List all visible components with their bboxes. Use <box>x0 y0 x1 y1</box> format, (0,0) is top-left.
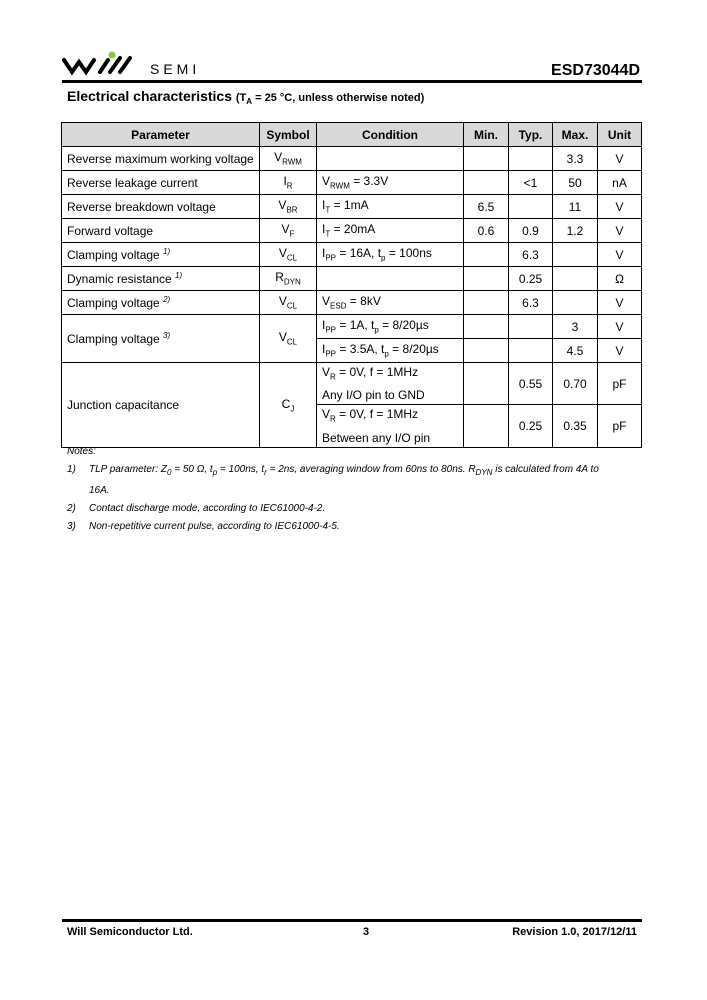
brand-text: SEMI <box>150 61 201 77</box>
symbol-sub: RWM <box>282 157 302 167</box>
table-row <box>62 147 642 171</box>
condition-prefix: (T <box>235 92 247 104</box>
note-number: 2) <box>67 503 76 514</box>
param-text: Clamping voltage <box>67 296 160 310</box>
section-title <box>67 88 424 106</box>
condition-cell <box>317 219 464 243</box>
min-cell <box>464 315 509 339</box>
company-logo <box>62 50 222 80</box>
symbol-cell <box>260 195 317 219</box>
typ-cell: 6.3 <box>509 243 553 267</box>
param-cell <box>62 291 260 315</box>
symbol-text: V <box>278 294 287 309</box>
footer-rule <box>62 919 642 922</box>
param-text: Clamping voltage <box>67 248 160 262</box>
symbol-text: V <box>274 150 283 165</box>
param-text: Clamping voltage <box>67 332 160 346</box>
param-cell <box>62 315 260 363</box>
max-cell: 4.5 <box>553 339 598 363</box>
symbol-sub: J <box>290 404 295 414</box>
symbol-sub: CL <box>286 253 298 263</box>
condition-sub: PP <box>325 253 337 263</box>
min-cell <box>464 243 509 267</box>
table-row <box>62 315 642 339</box>
param-cell <box>62 267 260 291</box>
note-2 <box>67 500 647 518</box>
min-cell <box>464 291 509 315</box>
note-part: TLP parameter: Z <box>89 464 167 475</box>
table-row <box>62 267 642 291</box>
min-cell: 0.6 <box>464 219 509 243</box>
min-cell <box>464 363 509 405</box>
condition-rest: = 0V, f = 1MHz <box>335 365 419 379</box>
condition-text: I <box>322 222 326 237</box>
typ-cell <box>509 315 553 339</box>
max-cell: 0.70 <box>553 363 598 405</box>
min-cell <box>464 405 509 447</box>
notes-title: Notes: <box>67 446 96 457</box>
table-row <box>62 363 642 405</box>
condition-sub: PP <box>325 349 337 359</box>
note-ref: 1) <box>175 271 183 280</box>
condition-text: V <box>322 174 331 189</box>
typ-cell: 0.55 <box>509 363 553 405</box>
note-part: = 2ns, averaging window from 60ns to 80ns. R <box>266 464 476 475</box>
note-sub: p <box>212 468 218 477</box>
min-cell <box>464 267 509 291</box>
condition-sub: ESD <box>330 301 347 311</box>
note-sub: DYN <box>475 468 493 477</box>
typ-cell: 0.25 <box>509 405 553 447</box>
unit-cell: V <box>598 339 642 363</box>
col-header-max: Max. <box>553 123 598 147</box>
symbol-cell <box>260 267 317 291</box>
table-row <box>62 195 642 219</box>
max-cell: 1.2 <box>553 219 598 243</box>
condition-text: I <box>322 246 326 261</box>
note-1 <box>67 461 647 482</box>
note-ref: 1) <box>163 247 171 256</box>
condition-text: I <box>322 318 326 333</box>
condition-suffix: = 25 °C, unless otherwise noted) <box>252 92 425 104</box>
condition-sub2: p <box>381 253 386 263</box>
notes-section <box>67 443 647 536</box>
typ-cell: 6.3 <box>509 291 553 315</box>
table-row <box>62 243 642 267</box>
note-part: = 100ns, t <box>217 464 265 475</box>
footer-revision: Revision 1.0, 2017/12/11 <box>512 926 637 938</box>
unit-cell: pF <box>598 363 642 405</box>
condition-sub: R <box>330 414 336 424</box>
max-cell: 3.3 <box>553 147 598 171</box>
param-cell: Reverse maximum working voltage <box>62 147 260 171</box>
col-header-min: Min. <box>464 123 509 147</box>
condition-sub: A <box>246 97 253 107</box>
condition-rest: = 3.3V <box>349 174 389 189</box>
condition-text: V <box>322 407 331 422</box>
document-id: ESD73044D <box>551 62 640 79</box>
note-1-continued <box>67 482 647 500</box>
symbol-cell <box>260 315 317 363</box>
typ-cell: <1 <box>509 171 553 195</box>
condition-cell <box>317 405 464 447</box>
condition-rest2: = 8/20µs <box>388 342 439 357</box>
condition-cell <box>317 363 464 405</box>
unit-cell: V <box>598 147 642 171</box>
condition-rest2: = 100ns <box>385 246 432 261</box>
condition-line2: Any I/O pin to GND <box>322 388 425 403</box>
unit-cell: pF <box>598 405 642 447</box>
condition-line2: Between any I/O pin <box>322 430 431 445</box>
note-text: Non-repetitive current pulse, according to IEC61000-4-5. <box>89 521 340 532</box>
note-text <box>89 461 599 482</box>
min-cell <box>464 147 509 171</box>
note-3 <box>67 518 647 536</box>
condition-rest: = 0V, f = 1MHz <box>335 407 419 422</box>
symbol-text: V <box>278 246 287 261</box>
symbol-text: R <box>275 270 284 285</box>
symbol-sub: CL <box>286 301 298 311</box>
condition-rest: = 1mA <box>330 198 369 213</box>
symbol-sub: CL <box>286 337 298 347</box>
symbol-text: V <box>278 330 287 345</box>
condition-rest: = 1A, t <box>336 318 375 333</box>
param-cell <box>62 243 260 267</box>
symbol-text: V <box>278 198 287 213</box>
condition-rest: = 3.5A, t <box>336 342 385 357</box>
condition-cell <box>317 243 464 267</box>
max-cell <box>553 291 598 315</box>
col-header-parameter: Parameter <box>62 123 260 147</box>
symbol-sub: BR <box>286 205 298 215</box>
param-cell: Junction capacitance <box>62 363 260 448</box>
symbol-cell <box>260 147 317 171</box>
unit-cell: V <box>598 195 642 219</box>
condition-text: I <box>322 198 326 213</box>
unit-cell: V <box>598 315 642 339</box>
unit-cell: V <box>598 219 642 243</box>
col-header-condition: Condition <box>317 123 464 147</box>
symbol-sub: R <box>286 181 293 191</box>
typ-cell <box>509 147 553 171</box>
param-cell: Reverse breakdown voltage <box>62 195 260 219</box>
condition-rest: = 16A, t <box>336 246 382 261</box>
col-header-symbol: Symbol <box>260 123 317 147</box>
condition-sub2: p <box>384 349 389 359</box>
symbol-text: I <box>283 174 287 189</box>
symbol-sub: DYN <box>283 277 301 287</box>
table-header-row <box>62 123 642 147</box>
min-cell <box>464 339 509 363</box>
max-cell: 11 <box>553 195 598 219</box>
max-cell: 3 <box>553 315 598 339</box>
condition-rest2: = 8/20µs <box>378 318 429 333</box>
unit-cell: V <box>598 291 642 315</box>
condition-sub2: p <box>374 325 379 335</box>
electrical-characteristics-table <box>61 122 642 448</box>
header-rule <box>62 80 642 83</box>
table-row <box>62 171 642 195</box>
condition-cell <box>317 291 464 315</box>
condition-text: I <box>322 342 326 357</box>
note-ref: 2) <box>163 295 171 304</box>
unit-cell: nA <box>598 171 642 195</box>
condition-text: V <box>322 365 331 379</box>
condition-sub: PP <box>325 325 337 335</box>
section-title-text: Electrical characteristics <box>67 88 232 104</box>
max-cell <box>553 243 598 267</box>
note-text: Contact discharge mode, according to IEC61000-4-2. <box>89 503 326 514</box>
min-cell: 6.5 <box>464 195 509 219</box>
condition-text: V <box>322 294 331 309</box>
condition-sub: RWM <box>330 181 350 191</box>
symbol-cell <box>260 243 317 267</box>
note-indent <box>67 482 89 500</box>
unit-cell: Ω <box>598 267 642 291</box>
max-cell: 0.35 <box>553 405 598 447</box>
page-header <box>62 50 642 82</box>
table-row <box>62 291 642 315</box>
note-sub: 0 <box>167 468 172 477</box>
symbol-text: V <box>281 222 290 237</box>
footer-page-number: 3 <box>363 926 370 938</box>
col-header-typ: Typ. <box>509 123 553 147</box>
typ-cell <box>509 339 553 363</box>
param-cell: Forward voltage <box>62 219 260 243</box>
typ-cell: 0.25 <box>509 267 553 291</box>
symbol-cell <box>260 363 317 448</box>
condition-cell <box>317 315 464 339</box>
note-ref: 3) <box>163 331 171 340</box>
unit-cell: V <box>598 243 642 267</box>
max-cell <box>553 267 598 291</box>
symbol-cell <box>260 219 317 243</box>
condition-cell <box>317 195 464 219</box>
note-number: 3) <box>67 521 76 532</box>
condition-sub: T <box>325 205 331 215</box>
note-text: 16A. <box>89 485 110 496</box>
note-part: is calculated from 4A to <box>492 464 599 475</box>
condition-rest: = 8kV <box>346 294 381 309</box>
condition-rest: = 20mA <box>330 222 376 237</box>
min-cell <box>464 171 509 195</box>
condition-sub: R <box>330 372 336 382</box>
note-number: 1) <box>67 464 76 475</box>
symbol-cell <box>260 291 317 315</box>
symbol-sub: F <box>289 229 295 239</box>
condition-cell <box>317 267 464 291</box>
section-condition <box>235 92 425 107</box>
condition-sub: T <box>325 229 331 239</box>
param-cell: Reverse leakage current <box>62 171 260 195</box>
condition-cell <box>317 339 464 363</box>
table-row <box>62 219 642 243</box>
note-part: = 50 Ω, t <box>171 464 213 475</box>
symbol-text: C <box>281 396 291 411</box>
typ-cell <box>509 195 553 219</box>
param-text: Dynamic resistance <box>67 272 172 286</box>
note-sub: r <box>264 468 267 477</box>
footer-company: Will Semiconductor Ltd. <box>67 926 193 938</box>
symbol-cell <box>260 171 317 195</box>
typ-cell: 0.9 <box>509 219 553 243</box>
condition-cell <box>317 171 464 195</box>
condition-cell <box>317 147 464 171</box>
max-cell: 50 <box>553 171 598 195</box>
col-header-unit: Unit <box>598 123 642 147</box>
